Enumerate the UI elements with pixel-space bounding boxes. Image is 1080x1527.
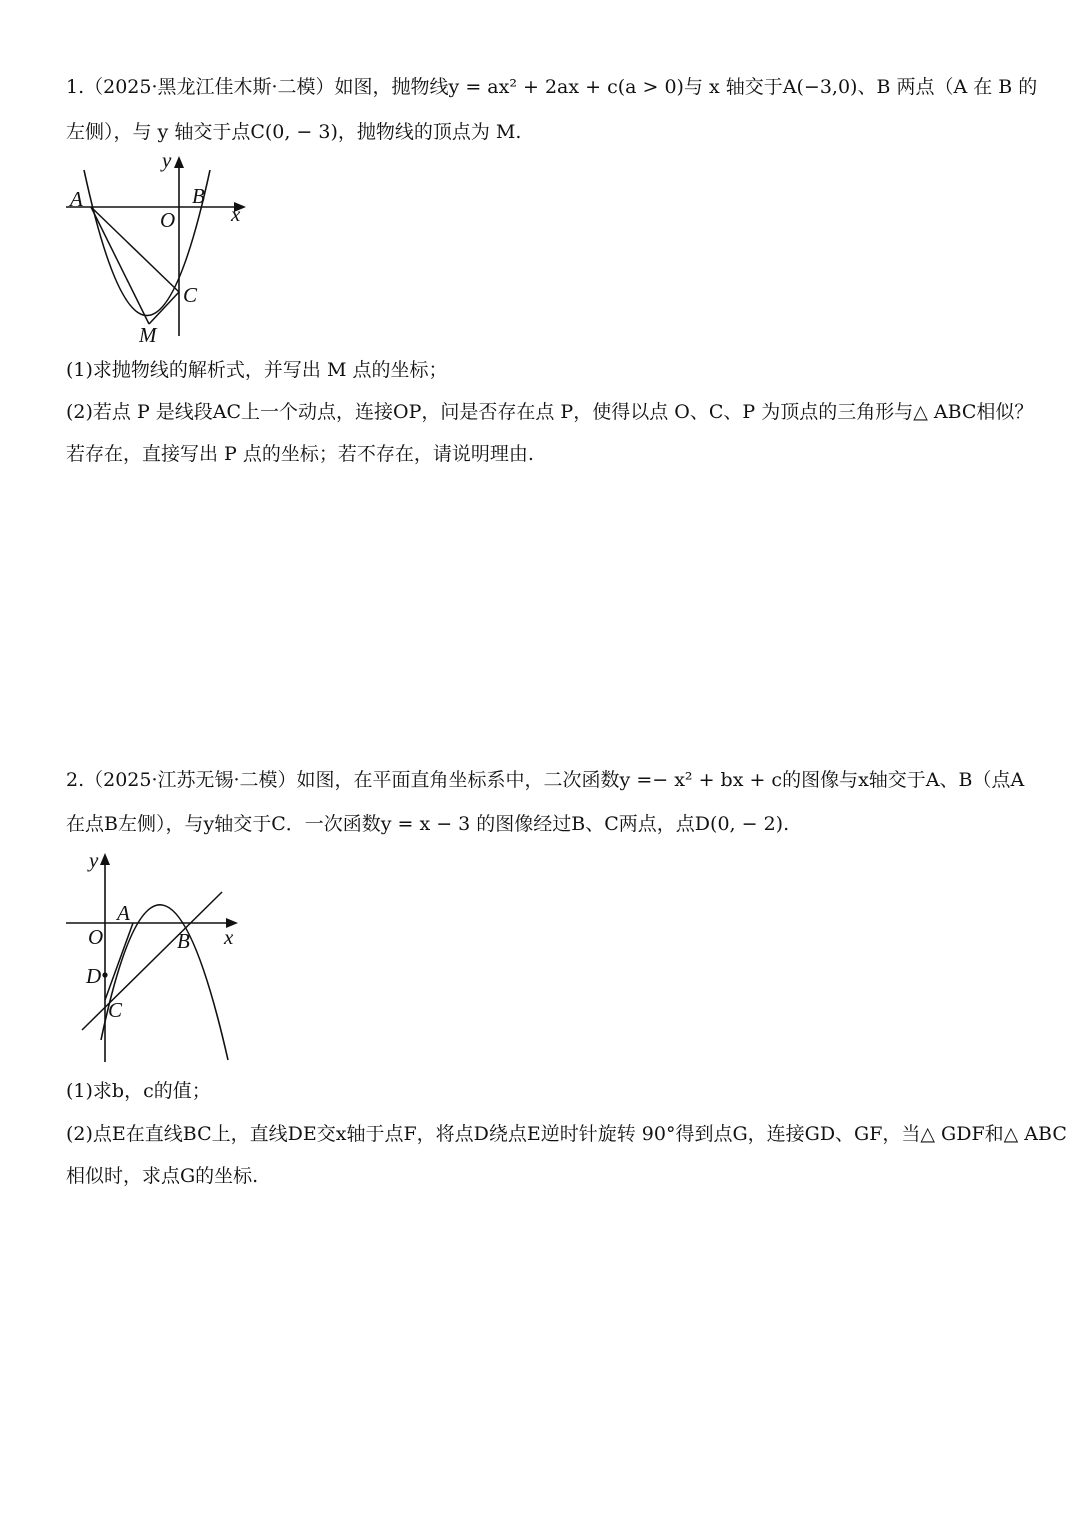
problem2-question2-line2: 相似时，求点G的坐标.: [66, 1165, 259, 1187]
label-x: x: [231, 202, 241, 226]
parabola: [101, 905, 228, 1060]
problem2-statement-line2: 在点B左侧），与y轴交于C．一次函数y = x − 3 的图像经过B、C两点，点D(0, − 2).: [66, 813, 790, 835]
label-C: C: [183, 283, 198, 307]
problem2-question2-line1: (2)点E在直线BC上，直线DE交x轴于点F，将点D绕点E逆时针旋转 90°得到点G，连接GD、GF，当△ GDF和△ ABC: [66, 1123, 1067, 1145]
problem1-statement-line1: 1.（2025·黑龙江佳木斯·二模）如图，抛物线y = ax² + 2ax + c(a > 0)与 x 轴交于A(−3,0)、B 两点（A 在 B 的: [66, 76, 1038, 98]
y-axis-arrow-icon: [100, 853, 110, 865]
point-D: [102, 972, 107, 977]
problem1-question1: (1)求抛物线的解析式，并写出 M 点的坐标；: [66, 359, 448, 381]
label-A: A: [70, 187, 83, 211]
segment-AM: [91, 207, 149, 324]
label-B: B: [177, 929, 190, 953]
label-B: B: [192, 184, 205, 208]
segment-MC: [149, 292, 179, 324]
label-M: M: [139, 323, 157, 347]
label-O: O: [88, 925, 104, 949]
label-A: A: [117, 901, 130, 925]
problem1-question2-line2: 若存在，直接写出 P 点的坐标；若不存在，请说明理由.: [66, 443, 534, 465]
y-axis-arrow-icon: [174, 156, 184, 168]
problem2-statement-line1: 2.（2025·江苏无锡·二模）如图，在平面直角坐标系中，二次函数y =− x² + bx + c的图像与x轴交于A、B（点A: [66, 769, 1025, 791]
segment-AC: [105, 923, 133, 1000]
label-D: D: [86, 964, 102, 988]
label-C: C: [108, 998, 123, 1022]
label-O: O: [160, 208, 176, 232]
problem2-question1: (1)求b，c的值；: [66, 1080, 211, 1102]
problem1-statement-line2: 左侧），与 y 轴交于点C(0, − 3)，抛物线的顶点为 M.: [66, 121, 522, 143]
problem1-figure: [60, 148, 260, 352]
label-y: y: [162, 148, 172, 172]
label-x: x: [224, 925, 234, 949]
problem2-figure: [60, 845, 250, 1074]
problem1-question2-line1: (2)若点 P 是线段AC上一个动点，连接OP，问是否存在点 P，使得以点 O、C、P 为顶点的三角形与△ ABC相似？: [66, 401, 1034, 423]
label-y: y: [89, 848, 99, 872]
